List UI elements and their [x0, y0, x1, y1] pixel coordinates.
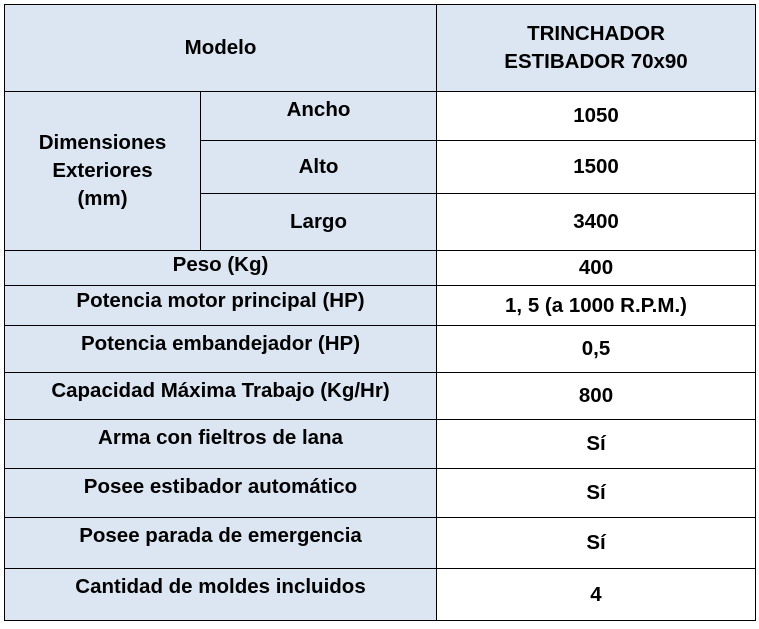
dimension-label-alto: Alto: [201, 141, 437, 194]
dimensions-label-line1: Dimensiones: [38, 131, 167, 154]
spec-label: Potencia motor principal (HP): [5, 286, 437, 326]
spec-table: [4, 4, 756, 621]
model-name-cell: [437, 5, 756, 92]
table-row: [5, 251, 756, 286]
spec-label: Posee estibador automático: [5, 469, 437, 518]
dimensions-label-line2: Exteriores: [52, 159, 153, 182]
spec-label: Cantidad de moldes incluidos: [5, 569, 437, 621]
header-row: [5, 5, 756, 92]
dimensions-group-label: [5, 92, 201, 251]
spec-label: Potencia embandejador (HP): [5, 326, 437, 373]
spec-label: Peso (Kg): [5, 251, 437, 286]
spec-value: 400: [437, 251, 756, 286]
model-name-line1: TRINCHADOR: [527, 22, 665, 45]
model-header-cell: [5, 5, 437, 92]
table-row: [5, 286, 756, 326]
table-row: [5, 469, 756, 518]
spec-label: Arma con fieltros de lana: [5, 420, 437, 469]
model-name-line2: ESTIBADOR 70x90: [504, 50, 688, 73]
dimensions-label-line3: (mm): [77, 187, 128, 210]
spec-value: Sí: [437, 420, 756, 469]
dimension-label-ancho: Ancho: [201, 92, 437, 141]
spec-value: 1, 5 (a 1000 R.P.M.): [437, 286, 756, 326]
table-row: [5, 92, 756, 141]
spec-value: 0,5: [437, 326, 756, 373]
dimension-value-largo: 3400: [437, 194, 756, 251]
model-label: Modelo: [184, 36, 257, 59]
spec-value: 4: [437, 569, 756, 621]
table-row: [5, 373, 756, 420]
spec-value: Sí: [437, 518, 756, 569]
table-row: [5, 518, 756, 569]
dimension-label-largo: Largo: [201, 194, 437, 251]
dimension-value-alto: 1500: [437, 141, 756, 194]
spec-label: Capacidad Máxima Trabajo (Kg/Hr): [5, 373, 437, 420]
dimension-value-ancho: 1050: [437, 92, 756, 141]
spec-value: 800: [437, 373, 756, 420]
spec-value: Sí: [437, 469, 756, 518]
table-row: [5, 569, 756, 621]
table-row: [5, 420, 756, 469]
table-row: [5, 326, 756, 373]
spec-label: Posee parada de emergencia: [5, 518, 437, 569]
